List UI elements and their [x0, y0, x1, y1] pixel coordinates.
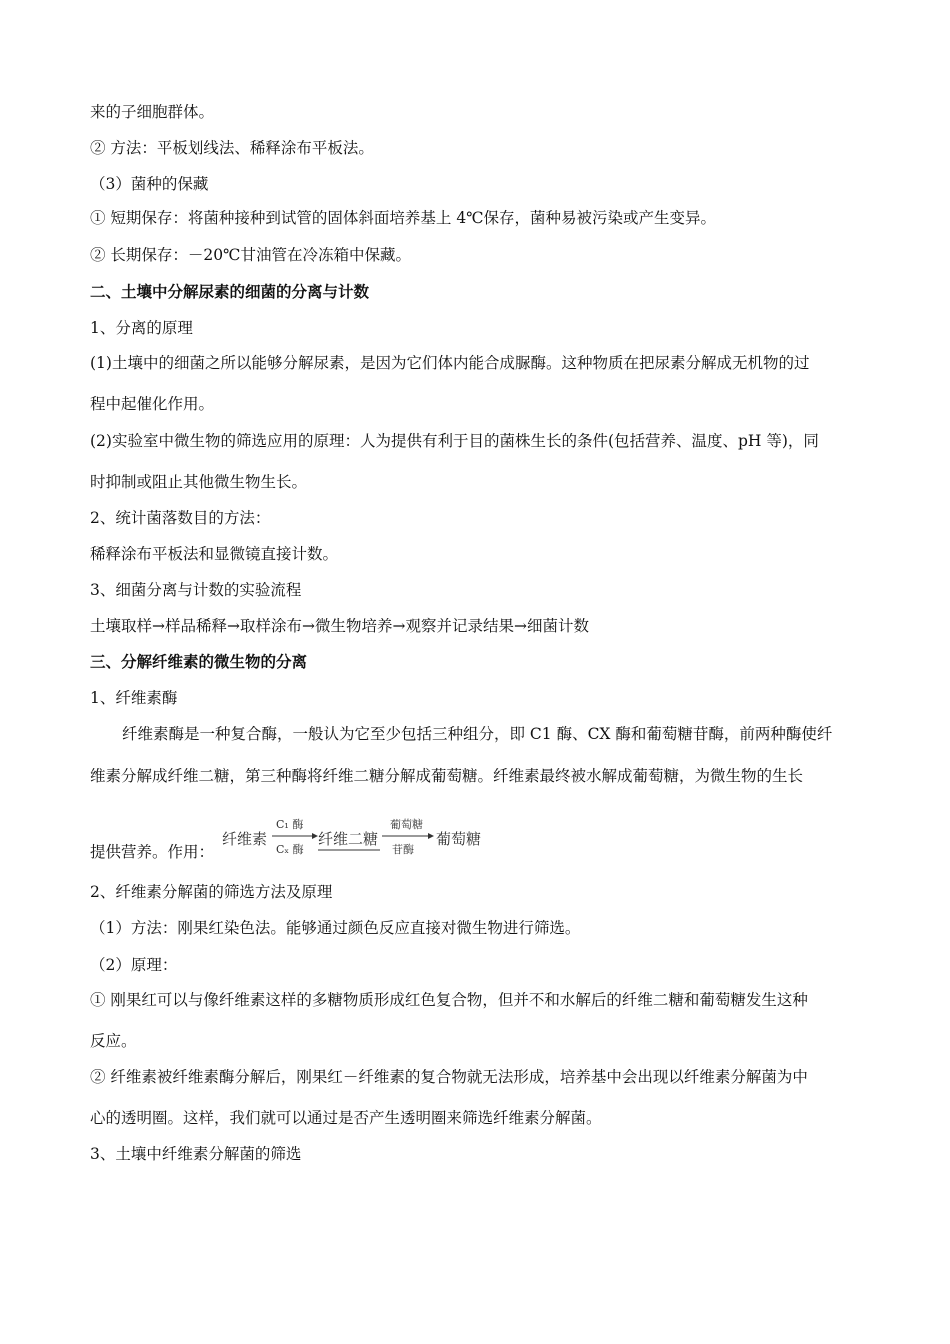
- substrate-label: 纤维素: [222, 830, 268, 848]
- subsection-heading: 1、分离的原理: [90, 319, 193, 337]
- enzyme2-bottom-label: 苷酶: [392, 843, 414, 856]
- flow-line: 土壤取样→样品稀释→取样涂布→微生物培养→观察并记录结果→细菌计数: [90, 617, 589, 635]
- subsection-heading: 3、土壤中纤维素分解菌的筛选: [90, 1145, 302, 1163]
- subsection-heading: 1、纤维素酶: [90, 689, 178, 707]
- section-heading: 三、分解纤维素的微生物的分离: [90, 652, 308, 671]
- text-line: 程中起催化作用。: [90, 395, 215, 413]
- text-line: (2)实验室中微生物的筛选应用的原理：人为提供有利于目的菌株生长的条件(包括营养、温度、pH 等)，同: [90, 432, 819, 450]
- text-line: 纤维素酶是一种复合酶，一般认为它至少包括三种组分，即 C1 酶、CX 酶和葡萄糖苷酶，前两种酶使纤: [122, 725, 833, 743]
- reaction-formula: [90, 812, 650, 862]
- text-line: （1）方法：刚果红染色法。能够通过颜色反应直接对微生物进行筛选。: [90, 919, 581, 937]
- text-line: 来的子细胞群体。: [90, 103, 215, 121]
- subsection-heading: 3、细菌分离与计数的实验流程: [90, 581, 302, 599]
- subsection-heading: 2、纤维素分解菌的筛选方法及原理: [90, 883, 333, 901]
- text-line: 时抑制或阻止其他微生物生长。: [90, 473, 308, 491]
- text-line: ① 刚果红可以与像纤维素这样的多糖物质形成红色复合物，但并不和水解后的纤维二糖和葡萄糖发生这种: [90, 991, 808, 1009]
- reaction-diagram: [222, 812, 622, 862]
- subsection-heading: 2、统计菌落数目的方法：: [90, 509, 271, 527]
- subsection-heading: （2）原理：: [90, 956, 178, 974]
- text-line: ② 纤维素被纤维素酶分解后，刚果红－纤维素的复合物就无法形成，培养基中会出现以纤维素分解菌为中: [90, 1068, 808, 1086]
- text-line: 维素分解成纤维二糖，第三种酶将纤维二糖分解成葡萄糖。纤维素最终被水解成葡萄糖，为微生物的生长: [90, 767, 804, 785]
- enzyme1-bottom-label: Cₓ 酶: [276, 843, 304, 856]
- section-heading: 二、土壤中分解尿素的细菌的分离与计数: [90, 282, 370, 301]
- text-line: ② 长期保存：－20℃甘油管在冷冻箱中保藏。: [90, 246, 411, 264]
- text-line: 稀释涂布平板法和显微镜直接计数。: [90, 545, 339, 563]
- formula-lead: 提供营养。作用：: [90, 843, 215, 861]
- intermediate-label: 纤维二糖: [318, 830, 379, 848]
- text-line: 反应。: [90, 1032, 137, 1050]
- subsection-heading: （3）菌种的保藏: [90, 175, 209, 193]
- text-line: (1)土壤中的细菌之所以能够分解尿素，是因为它们体内能合成脲酶。这种物质在把尿素分解成无机物的过: [90, 354, 810, 372]
- product-label: 葡萄糖: [436, 830, 482, 848]
- enzyme2-top-label: 葡萄糖: [390, 818, 423, 831]
- text-line: 心的透明圈。这样，我们就可以通过是否产生透明圈来筛选纤维素分解菌。: [90, 1109, 602, 1127]
- text-line: ① 短期保存：将菌种接种到试管的固体斜面培养基上 4℃保存，菌种易被污染或产生变异。: [90, 209, 717, 227]
- text-line: ② 方法：平板划线法、稀释涂布平板法。: [90, 139, 374, 157]
- arrow-head: [428, 833, 434, 839]
- enzyme1-top-label: C₁ 酶: [276, 818, 304, 831]
